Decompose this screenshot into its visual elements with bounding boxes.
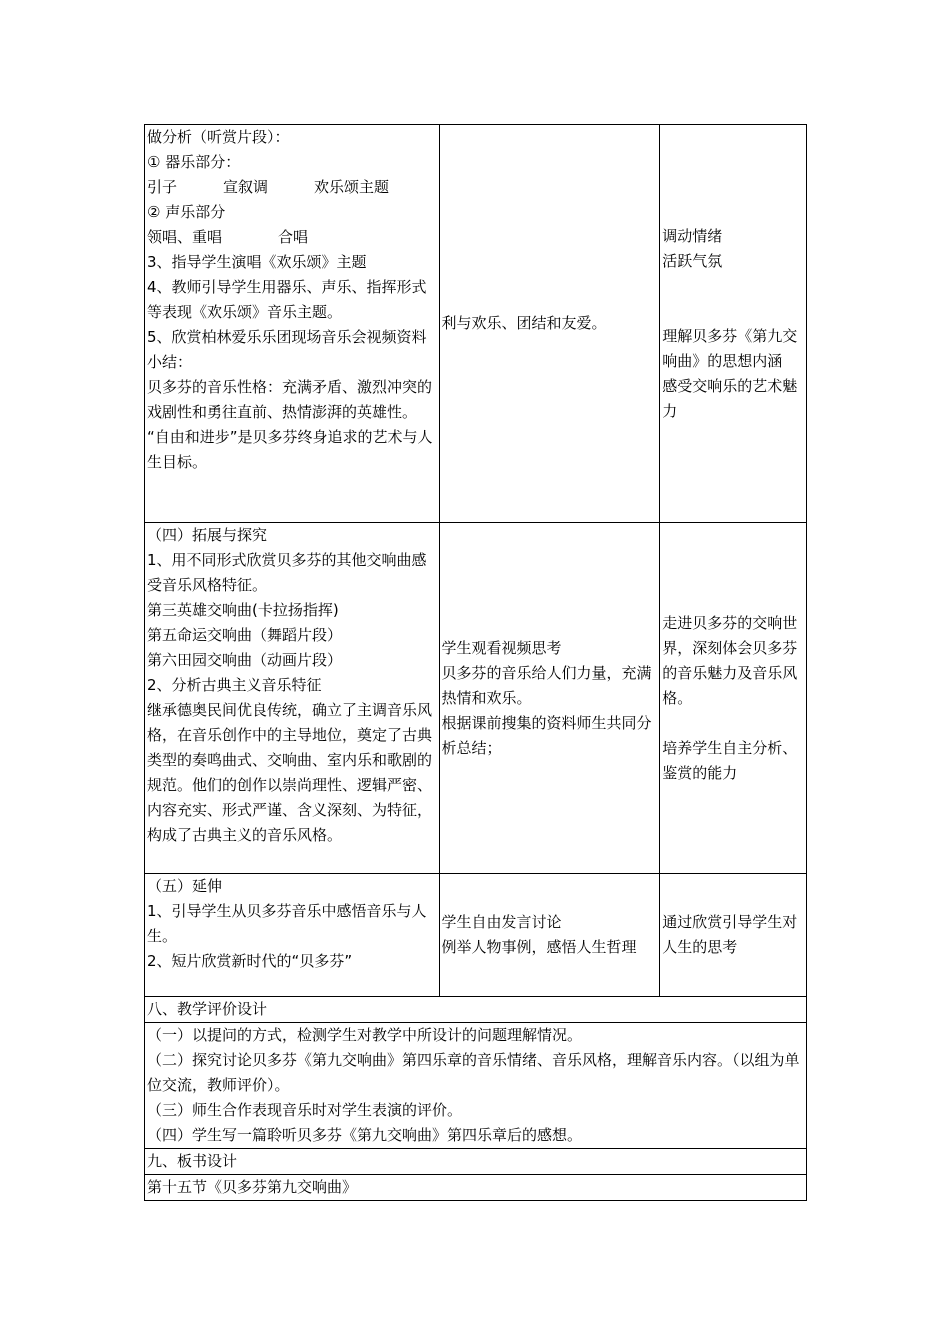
table-row: [145, 125, 807, 523]
text-line: 5、欣赏柏林爱乐乐团现场音乐会视频资料: [147, 328, 427, 346]
text-fragment: 宣叙调: [223, 178, 269, 196]
text-line: 第三英雄交响曲(卡拉扬指挥): [147, 601, 339, 619]
board-title: 第十五节《贝多芬第九交响曲》: [147, 1178, 358, 1196]
section-title: （五）延伸: [147, 877, 223, 895]
list-item: （一）以提问的方式，检测学生对教学中所设计的问题理解情况。: [147, 1026, 583, 1044]
text-line: 感受交响乐的艺术魅力: [662, 376, 798, 420]
design-intent-cell: [660, 874, 807, 997]
text-line: 调动情绪: [662, 226, 723, 245]
evaluation-heading: [145, 997, 807, 1023]
table-row: [145, 1023, 807, 1149]
text-line: [147, 175, 439, 200]
teacher-activity-cell: [145, 874, 440, 997]
section-heading: 八、教学评价设计: [147, 1000, 268, 1018]
section-heading: 九、板书设计: [147, 1152, 238, 1170]
text-line: ① 器乐部分：: [147, 153, 241, 171]
design-intent-cell: [660, 523, 807, 874]
board-heading: [145, 1149, 807, 1175]
student-activity-cell: [439, 874, 660, 997]
table-row: [145, 1175, 807, 1201]
text-line: 走进贝多芬的交响世界，深刻体会贝多芬的音乐魅力及音乐风格。: [662, 613, 798, 707]
text-fragment: 合唱: [278, 228, 309, 246]
text-line: 理解贝多芬《第九交响曲》的思想内涵: [662, 326, 798, 370]
text-line: 第六田园交响曲（动画片段）: [147, 651, 343, 669]
student-activity-cell: [439, 125, 660, 523]
list-item: （三）师生合作表现音乐时对学生表演的评价。: [147, 1101, 463, 1119]
text-line: 贝多芬的音乐给人们力量，充满热情和欢乐。: [441, 663, 652, 707]
text-line: 例举人物事例，感悟人生哲理: [441, 938, 637, 956]
list-item: （四）学生写一篇聆听贝多芬《第九交响曲》第四乐章后的感想。: [147, 1126, 583, 1144]
text-line: 1、用不同形式欣赏贝多芬的其他交响曲感受音乐风格特征。: [147, 551, 427, 594]
teacher-activity-cell: [145, 125, 440, 523]
design-intent-cell: [660, 125, 807, 523]
text-line: 利与欢乐、团结和友爱。: [441, 314, 607, 332]
board-content: [145, 1175, 807, 1201]
text-line: 2、短片欣赏新时代的“贝多芬”: [147, 952, 353, 970]
teacher-activity-cell: [145, 523, 440, 874]
table-row: [145, 1149, 807, 1175]
text-line: 学生自由发言讨论: [441, 913, 562, 931]
text-line: 1、引导学生从贝多芬音乐中感悟音乐与人生。: [147, 902, 427, 945]
text-line: ② 声乐部分: [147, 203, 226, 221]
text-line: 贝多芬的音乐性格：充满矛盾、激烈冲突的戏剧性和勇往直前、热情澎湃的英雄性。: [147, 378, 433, 421]
text-line: 4、教师引导学生用器乐、声乐、指挥形式等表现《欢乐颂》音乐主题。: [147, 278, 427, 321]
text-line: 通过欣赏引导学生对人生的思考: [662, 913, 798, 956]
section-title: （四）拓展与探究: [147, 526, 268, 544]
text-line: 小结：: [147, 353, 193, 371]
text-line: 根据课前搜集的资料师生共同分析总结；: [441, 713, 652, 757]
table-row: [145, 874, 807, 997]
text-line: [147, 225, 439, 250]
student-activity-cell: [439, 523, 660, 874]
text-line: 继承德奥民间优良传统，确立了主调音乐风格，在音乐创作中的主导地位，奠定了古典类型的奏鸣曲式、交响曲、室内乐和歌剧的规范。他们的创作以崇尚理性、逻辑严密、内容充实、形式严谨、含义深刻、为特征，构成了古典主义的音乐风格。: [147, 701, 433, 844]
text-line: 学生观看视频思考: [441, 638, 562, 657]
lesson-plan-table: [144, 124, 807, 1201]
text-fragment: 引子: [147, 178, 178, 196]
text-line: 第五命运交响曲（舞蹈片段）: [147, 626, 343, 644]
text-line: 做分析（听赏片段）：: [147, 128, 290, 146]
text-fragment: 欢乐颂主题: [314, 178, 390, 196]
list-item: （二）探究讨论贝多芬《第九交响曲》第四乐章的音乐情绪、音乐风格，理解音乐内容。（以组为单位交流，教师评价）。: [147, 1051, 800, 1094]
table-row: [145, 523, 807, 874]
evaluation-content: [145, 1023, 807, 1149]
text-line: 2、分析古典主义音乐特征: [147, 676, 322, 694]
text-fragment: 领唱、重唱: [147, 228, 223, 246]
text-line: 3、指导学生演唱《欢乐颂》主题: [147, 253, 367, 271]
text-line: “自由和进步”是贝多芬终身追求的艺术与人生目标。: [147, 428, 433, 471]
text-line: 活跃气氛: [662, 251, 723, 270]
text-line: 培养学生自主分析、鉴赏的能力: [662, 738, 798, 782]
table-row: [145, 997, 807, 1023]
